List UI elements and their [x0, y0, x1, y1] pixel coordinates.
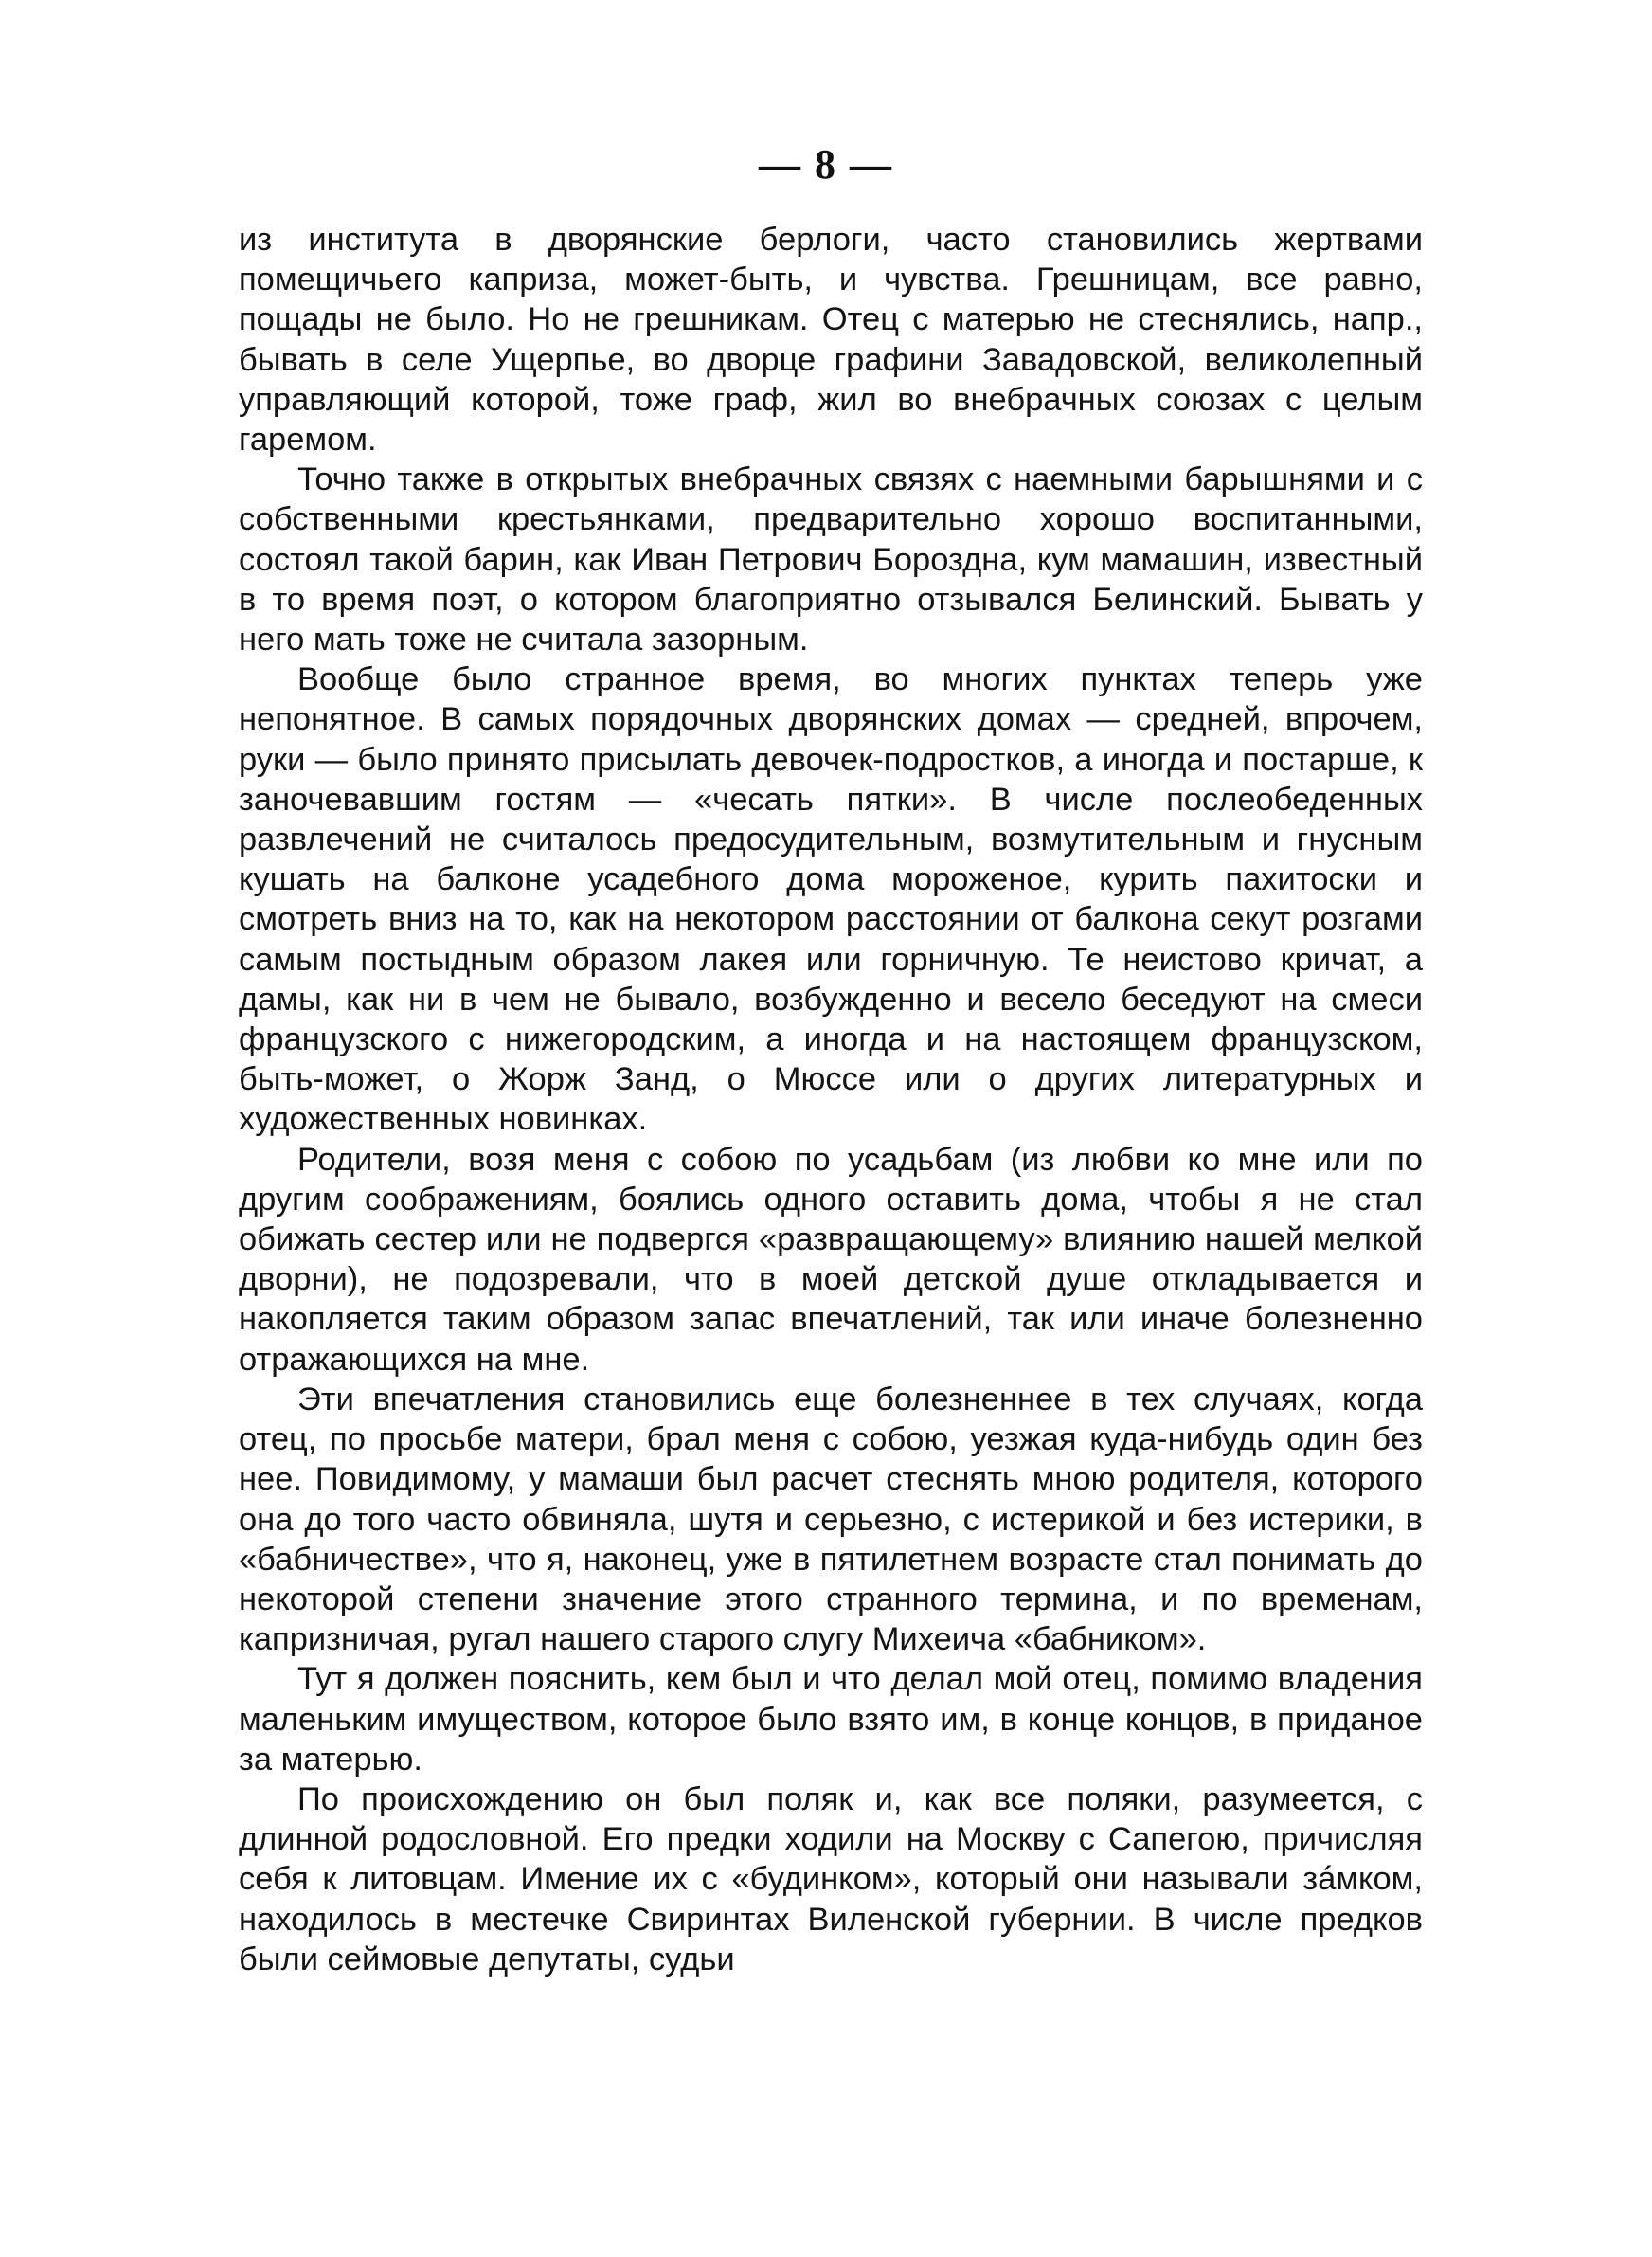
- paragraph-6: Тут я должен пояснить, кем был и что делал мой отец, помимо владения маленьким имуществом, которое было взято им, в конце концов, в приданое за матерью.: [239, 1661, 1423, 1778]
- page-number: — 8 —: [759, 141, 893, 188]
- paragraph-4: Родители, возя меня с собою по усадьбам (из любви ко мне или по другим соображениям, боялись одного оставить дома, чтобы я не стал обижать сестер или не подвергся «развращающему» влиянию нашей мелкой дворни), не подозревали, что в моей детской душе откладывается и накопляется таким образом запас впечатлений, так или иначе болезненно отражающихся на мне.: [239, 1141, 1423, 1378]
- paragraph-2: Точно также в открытых внебрачных связях с наемными барышнями и с собственными крестьянками, предварительно хорошо воспитанными, состоял такой барин, как Иван Петрович Бороздна, кум мамашин, известный в то время поэт, о котором благоприятно отзывался Белинский. Бывать у него мать тоже не считала зазорным.: [239, 461, 1423, 659]
- paragraph-1: из института в дворянские берлоги, часто становились жертвами помещичьего каприза, может-быть, и чувства. Грешницам, все равно, пощады не было. Но не грешникам. Отец с матерью не стеснялись, напр., бывать в селе Ущерпье, во дворце графини Завадовской, великолепный управляющий которой, тоже граф, жил во внебрачных союзах с целым гаремом.: [239, 222, 1423, 459]
- paragraph-7: По происхождению он был поляк и, как все поляки, разумеется, с длинной родословной. Его предки ходили на Москву с Сапегою, причисляя себя к литовцам. Имение их с «будинком», который они называли зáмком, находилось в местечке Свиринтах Виленской губернии. В числе предков были сеймовые депутаты, судьи: [239, 1780, 1423, 1977]
- paragraph-3: Вообще было странное время, во многих пунктах теперь уже непонятное. В самых порядочных дворянских домах — средней, впрочем, руки — было принято присылать девочек-подростков, а иногда и постарше, к заночевавшим гостям — «чесать пятки». В числе послеобеденных развлечений не считалось предосудительным, возмутительным и гнусным кушать на балконе усадебного дома мороженое, курить пахитоски и смотреть вниз на то, как на некотором расстоянии от балкона секут розгами самым постыдным образом лакея или горничную. Те неистово кричат, а дамы, как ни в чем не бывало, возбужденно и весело беседуют на смеси французского с нижегородским, а иногда и на настоящем французском, быть-может, о Жорж Занд, о Мюссе или о других литературных и художественных новинках.: [239, 661, 1423, 1138]
- body-text: [239, 220, 1423, 1979]
- paragraph-5: Эти впечатления становились еще болезненнее в тех случаях, когда отец, по просьбе матери, брал меня с собою, уезжая куда-нибудь один без нее. Повидимому, у мамаши был расчет стеснять мною родителя, которого она до того часто обвиняла, шутя и серьезно, с истерикой и без истерики, в «бабничестве», что я, наконец, уже в пятилетнем возрасте стал понимать до некоторой степени значение этого странного термина, и по временам, капризничая, ругал нашего старого слугу Михеича «бабником».: [239, 1381, 1423, 1658]
